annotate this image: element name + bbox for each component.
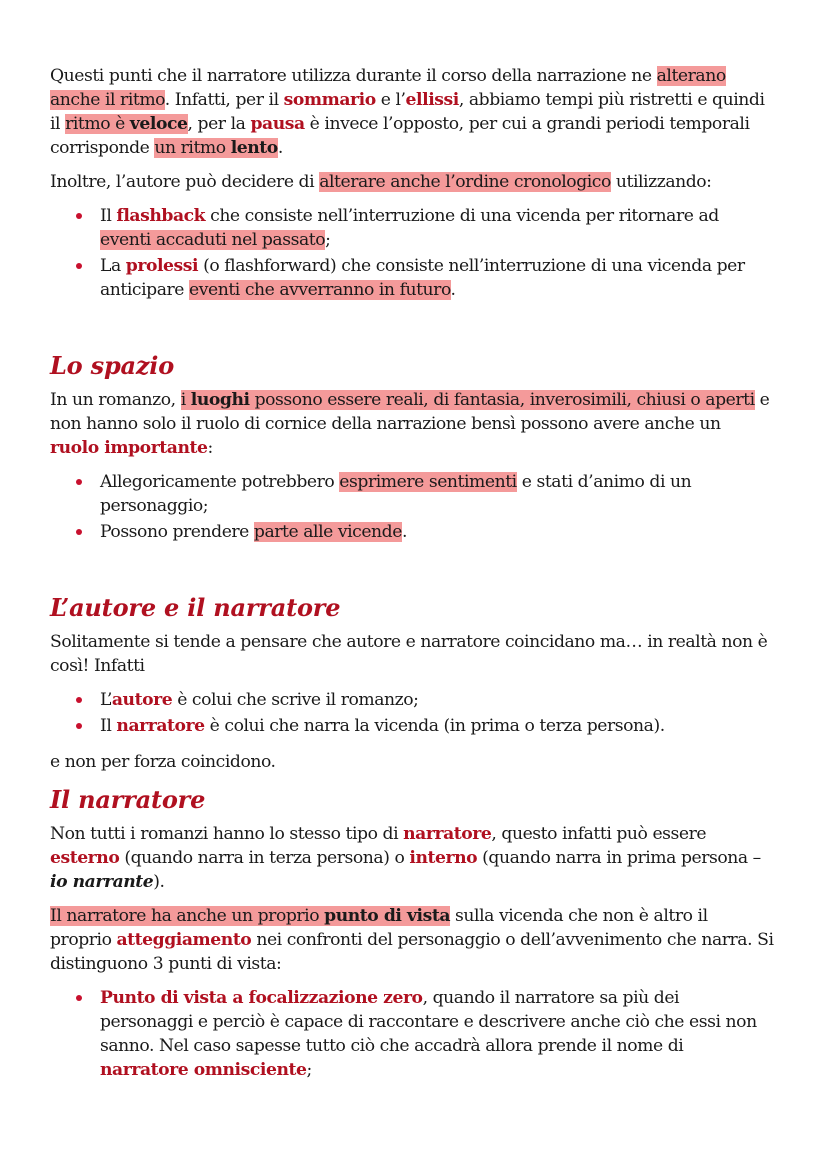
- text: che consiste nell’interruzione di una vicenda per ritornare ad: [205, 206, 719, 226]
- text: Allegoricamente potrebbero: [100, 472, 340, 492]
- list-item-allegoricamente: [100, 470, 774, 518]
- text: (quando narra in prima persona –: [477, 848, 761, 868]
- text: .: [277, 138, 283, 158]
- text: è colui che narra la vicenda (in prima o terza persona).: [204, 716, 665, 736]
- text: sulla vicenda che non è altro il proprio: [50, 906, 708, 950]
- intro-bullet-list: [50, 204, 774, 302]
- text: Inoltre, l’autore può decidere di: [50, 172, 320, 192]
- keyword-focalizzazione-zero: Punto di vista a focalizzazione zero: [100, 988, 423, 1008]
- text: possono essere reali, di fantasia, inverosimili, chiusi o aperti: [249, 390, 755, 410]
- text: e l’: [375, 90, 406, 110]
- text: ritmo è: [65, 114, 130, 134]
- keyword-atteggiamento: atteggiamento: [116, 930, 252, 950]
- text: L’: [100, 690, 112, 710]
- narratore-paragraph-punto-di-vista: [50, 904, 774, 976]
- intro-paragraph-ritmo: [50, 64, 774, 160]
- highlight: alterano anche il ritmo: [50, 66, 726, 110]
- text: un ritmo: [154, 138, 231, 158]
- bold-lento: lento: [230, 138, 278, 158]
- text: è invece l’opposto, per cui a grandi periodi temporali corrisponde: [50, 114, 750, 158]
- list-item-focalizzazione-zero: [100, 986, 774, 1082]
- text: (quando narra in terza persona) o: [119, 848, 410, 868]
- spazio-bullet-list: [50, 470, 774, 544]
- keyword-narratore: narratore: [403, 824, 492, 844]
- text: . Infatti, per il: [164, 90, 284, 110]
- highlight: eventi accaduti nel passato: [100, 230, 326, 250]
- list-item-autore: [100, 688, 774, 712]
- keyword-flashback: flashback: [116, 206, 206, 226]
- highlight: [181, 390, 755, 410]
- text: , quando il narratore sa più dei personaggi e perciò è capace di raccontare e descrivere anche ciò che essi non sanno. Nel caso sapesse tutto ciò che accadrà allora prende il nome di: [100, 988, 757, 1056]
- text: (o flashforward) che consiste nell’interruzione di una vicenda per anticipare: [100, 256, 745, 300]
- list-item-flashback: [100, 204, 774, 252]
- text: :: [207, 438, 213, 458]
- highlight: alterare anche l’ordine cronologico: [319, 172, 611, 192]
- keyword-pausa: pausa: [250, 114, 305, 134]
- text: Il: [100, 206, 117, 226]
- section-spacer: [50, 556, 774, 592]
- autore-paragraph: Solitamente si tende a pensare che autore e narratore coincidano ma… in realtà non è così! Infatti: [50, 632, 768, 676]
- text: è colui che scrive il romanzo;: [172, 690, 419, 710]
- text: i: [180, 390, 191, 410]
- keyword-interno: interno: [409, 848, 478, 868]
- keyword-ruolo-importante: ruolo importante: [50, 438, 208, 458]
- spazio-paragraph: [50, 388, 774, 460]
- keyword-sommario: sommario: [283, 90, 376, 110]
- keyword-ellissi: ellissi: [405, 90, 459, 110]
- text: , abbiamo tempi più ristretti e quindi il: [50, 90, 765, 134]
- text: Non tutti i romanzi hanno lo stesso tipo di: [50, 824, 404, 844]
- keyword-narratore-omnisciente: narratore omnisciente: [100, 1060, 307, 1080]
- text: ;: [325, 230, 331, 250]
- text: e non hanno solo il ruolo di cornice della narrazione bensì possono avere anche un: [50, 390, 770, 434]
- autore-closing: e non per forza coincidono.: [50, 752, 276, 772]
- keyword-autore: autore: [111, 690, 173, 710]
- text: Il narratore ha anche un proprio: [50, 906, 325, 926]
- text: In un romanzo,: [50, 390, 181, 410]
- autore-bullet-list: [50, 688, 774, 738]
- keyword-prolessi: prolessi: [125, 256, 199, 276]
- heading-lo-spazio: Lo spazio: [50, 351, 175, 380]
- highlight: eventi che avverranno in futuro: [189, 280, 451, 300]
- heading-autore-narratore: L’autore e il narratore: [50, 593, 341, 622]
- list-item-prolessi: [100, 254, 774, 302]
- list-item-vicende: [100, 520, 774, 544]
- section-spacer: [50, 314, 774, 350]
- intro-paragraph-ordine: [50, 170, 774, 194]
- text: , questo infatti può essere: [491, 824, 707, 844]
- heading-il-narratore: Il narratore: [50, 785, 206, 814]
- keyword-esterno: esterno: [50, 848, 120, 868]
- text: .: [401, 522, 407, 542]
- text: ;: [306, 1060, 312, 1080]
- highlight: [65, 114, 187, 134]
- highlight: [154, 138, 277, 158]
- text: Questi punti che il narratore utilizza durante il corso della narrazione ne: [50, 66, 657, 86]
- highlight: [50, 906, 450, 926]
- highlight: esprimere sentimenti: [339, 472, 517, 492]
- highlight: parte alle vicende: [253, 522, 402, 542]
- text: Possono prendere: [100, 522, 254, 542]
- text: Il: [100, 716, 117, 736]
- bold-punto-di-vista: punto di vista: [324, 906, 451, 926]
- text: La: [100, 256, 126, 276]
- text: nei confronti del personaggio o dell’avvenimento che narra. Si distinguono 3 punti di vista:: [50, 930, 774, 974]
- text: , per la: [187, 114, 251, 134]
- list-item-narratore: [100, 714, 774, 738]
- text: e stati d’animo di un personaggio;: [100, 472, 692, 516]
- bold-italic-io-narrante: io narrante: [50, 872, 154, 892]
- text: .: [450, 280, 456, 300]
- narratore-paragraph-tipo: [50, 822, 774, 894]
- text: utilizzando:: [610, 172, 712, 192]
- keyword-narratore: narratore: [116, 716, 205, 736]
- text: ).: [153, 872, 165, 892]
- narratore-bullet-list: [50, 986, 774, 1082]
- bold-veloce: veloce: [129, 114, 188, 134]
- bold-luoghi: luoghi: [190, 390, 250, 410]
